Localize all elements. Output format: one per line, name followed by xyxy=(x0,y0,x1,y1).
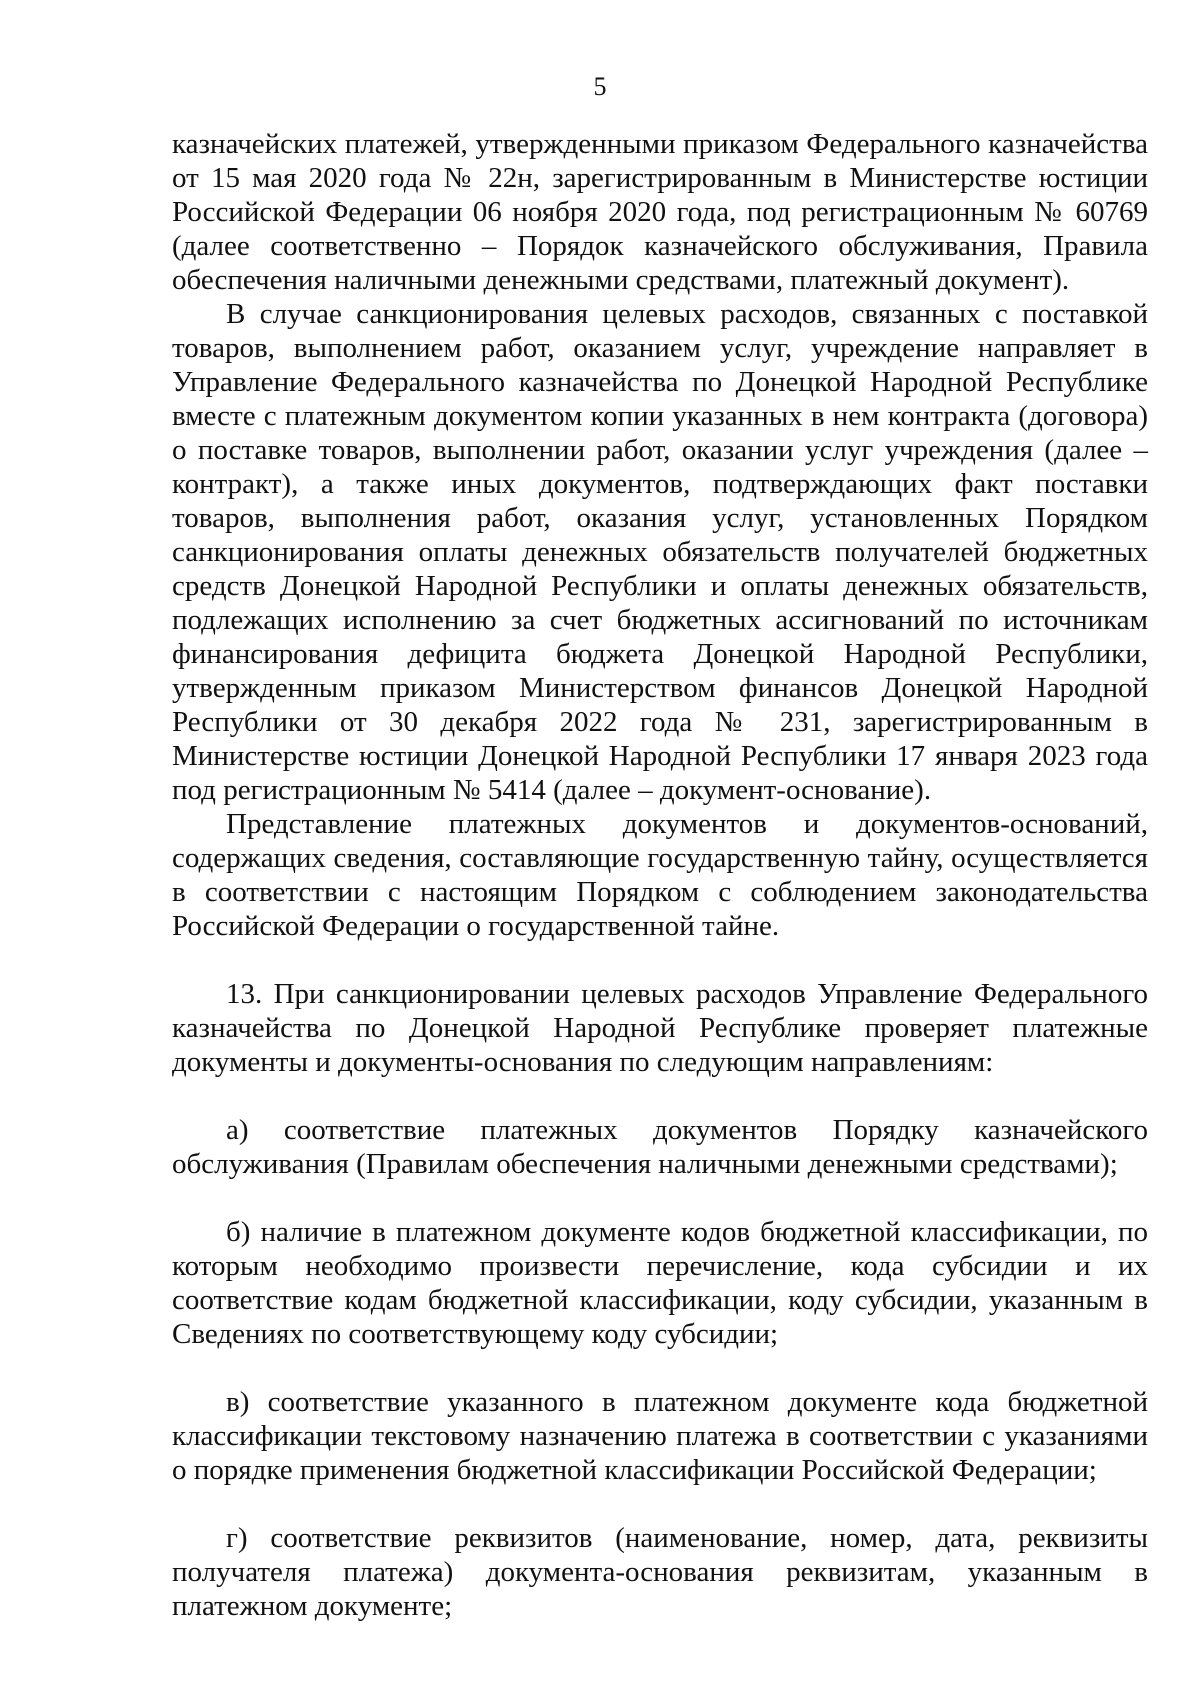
subitem-g: г) соответствие реквизитов (наименование, номер, дата, реквизиты получателя платежа) документа-основания реквизитам, указанным в платежном документе; xyxy=(172,1522,1148,1622)
paragraph-targeted-expenses: В случае санкционирования целевых расходов, связанных с поставкой товаров, выполнением работ, оказанием услуг, учреждение направляет в Управление Федерального казначейства по Донецкой Народной Республике вместе с платежным документом копии указанных в нем контракта (договора) о поставке товаров, выполнении работ, оказании услуг учреждения (далее – контракт), а также иных документов, подтверждающих факт поставки товаров, выполнения работ, оказания услуг, установленных Порядком санкционирования оплаты денежных обязательств получателей бюджетных средств Донецкой Народной Республики и оплаты денежных обязательств, подлежащих исполнению за счет бюджетных ассигнований по источникам финансирования дефицита бюджета Донецкой Народной Республики, утвержденным приказом Министерством финансов Донецкой Народной Республики от 30 декабря 2022 года № 231, зарегистрированным в Министерстве юстиции Донецкой Народной Республики 17 января 2023 года под регистрационным № 5414 (далее – документ-основание). xyxy=(172,298,1148,806)
subitem-v: в) соответствие указанного в платежном документе кода бюджетной классификации текстовому назначению платежа в соответствии с указаниями о порядке применения бюджетной классификации Российской Федерации; xyxy=(172,1386,1148,1486)
paragraph-state-secret: Представление платежных документов и документов-оснований, содержащих сведения, составляющие государственную тайну, осуществляется в соответствии с настоящим Порядком с соблюдением законодательства Российской Федерации о государственной тайне. xyxy=(172,808,1148,942)
paragraph-item-13: 13. При санкционировании целевых расходов Управление Федерального казначейства по Донецкой Народной Республике проверяет платежные документы и документы-основания по следующим направлениям: xyxy=(172,978,1148,1078)
subitem-a: а) соответствие платежных документов Порядку казначейского обслуживания (Правилам обеспечения наличными денежными средствами); xyxy=(172,1114,1148,1180)
subitem-b: б) наличие в платежном документе кодов бюджетной классификации, по которым необходимо произвести перечисление, кода субсидии и их соответствие кодам бюджетной классификации, коду субсидии, указанным в Сведениях по соответствующему коду субсидии; xyxy=(172,1216,1148,1350)
document-body xyxy=(172,127,1148,1623)
page-number: 5 xyxy=(593,72,607,101)
paragraph-continuation: казначейских платежей, утвержденными приказом Федерального казначейства от 15 мая 2020 года № 22н, зарегистрированным в Министерстве юстиции Российской Федерации 06 ноября 2020 года, под регистрационным № 60769 (далее соответственно – Порядок казначейского обслуживания, Правила обеспечения наличными денежными средствами, платежный документ). xyxy=(172,128,1148,296)
